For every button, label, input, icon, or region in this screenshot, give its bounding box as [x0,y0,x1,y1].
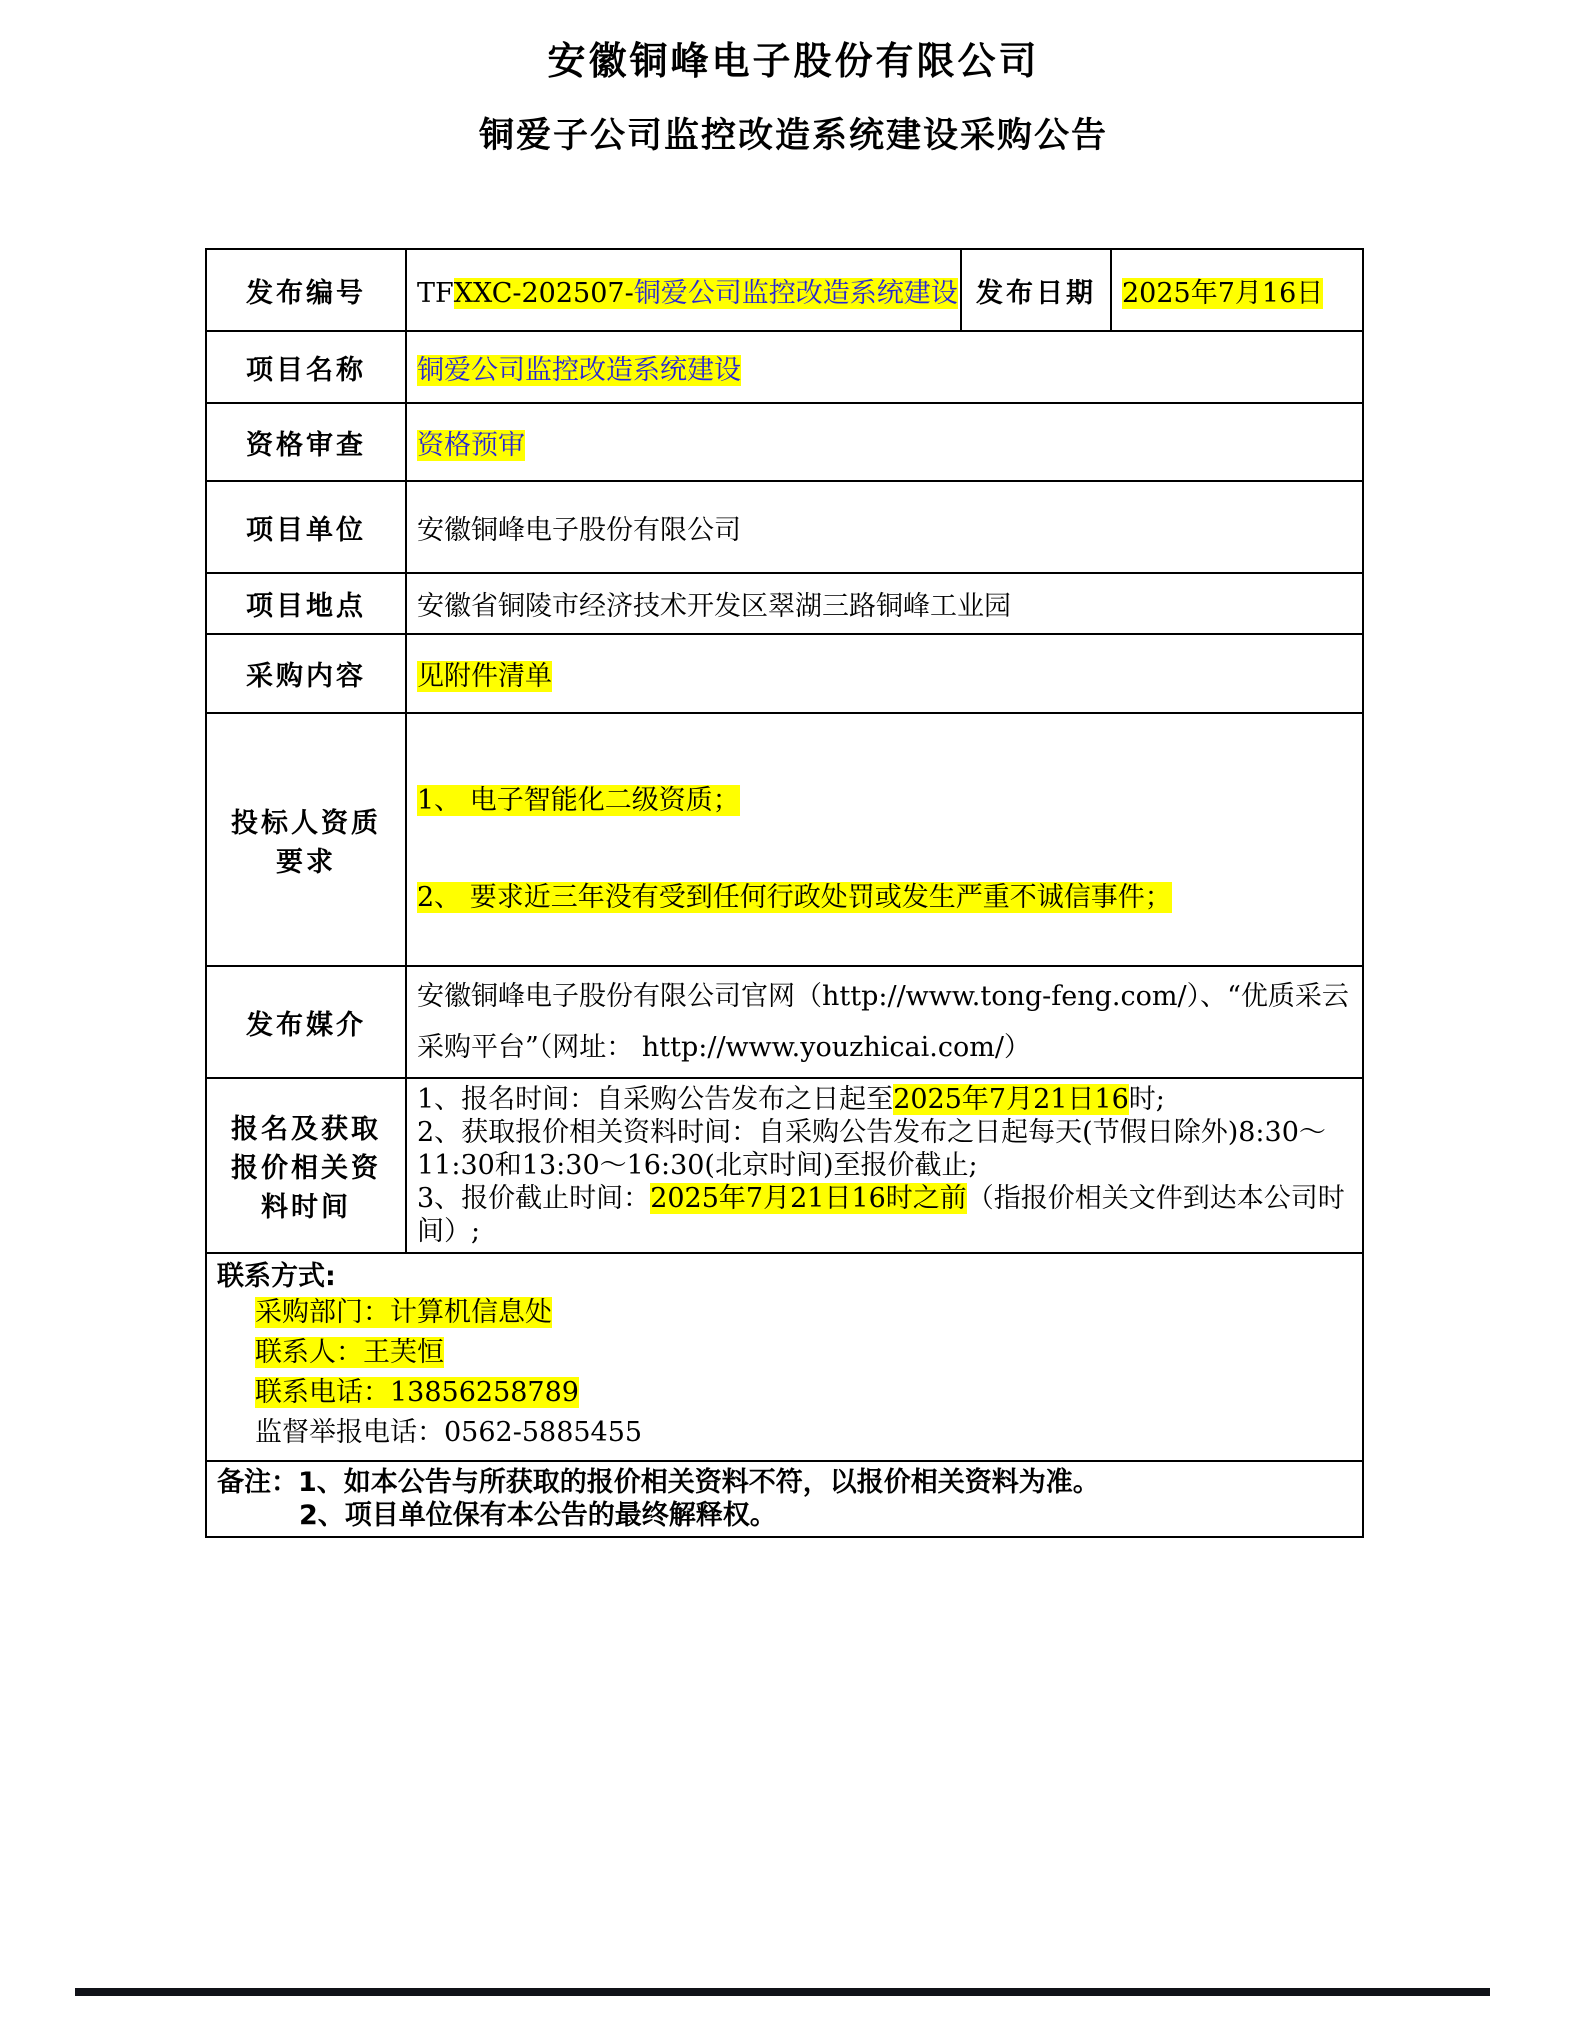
row-schedule [206,1078,1363,1253]
bidder-qualification-label-line2: 要求 [276,846,336,878]
announcement-table [205,248,1364,1538]
row-qualification [206,403,1363,481]
page-title: 安徽铜峰电子股份有限公司 [547,39,1040,83]
publish-no-name-highlight: 铜爱公司监控改造系统建设 [633,277,958,309]
publish-date-highlight: 2025年7月16日 [1122,277,1324,309]
project-location-text: 安徽省铜陵市经济技术开发区翠湖三路铜峰工业园 [417,591,1011,622]
row-project-location [206,573,1363,634]
schedule-item-2-text: 2、获取报价相关资料时间：自采购公告发布之日起每天(节假日除外)8:30～11:30和13:30～16:30(北京时间)至报价截止; [417,1117,1326,1181]
project-name-highlight: 铜爱公司监控改造系统建设 [417,354,741,386]
row-contact [206,1253,1363,1461]
publish-date-value [1111,249,1363,331]
remarks-cell [206,1461,1363,1537]
contact-header: 联系方式: [217,1261,336,1292]
contact-phone [255,1376,1352,1410]
contact-dept-highlight: 采购部门：计算机信息处 [255,1297,552,1328]
bidder-qualification-label [206,713,406,966]
schedule-value [406,1078,1363,1253]
schedule-item-3 [417,1182,1352,1248]
contact-supervision-text: 监督举报电话：0562-5885455 [255,1417,643,1448]
project-name-label: 项目名称 [206,331,406,403]
schedule-item-1-highlight: 2025年7月21日16 [893,1084,1129,1115]
project-unit-value [406,481,1363,573]
row-publish-media [206,966,1363,1078]
publish-media-value [406,966,1363,1078]
row-purchase-content [206,634,1363,713]
schedule-label-line3: 料时间 [261,1192,351,1223]
qualification-label: 资格审查 [206,403,406,481]
publish-no-label: 发布编号 [206,249,406,331]
purchase-content-value [406,634,1363,713]
contact-cell [206,1253,1363,1461]
contact-supervision [255,1416,1352,1450]
schedule-item-1 [417,1083,1352,1116]
bidder-item-2-highlight: 2、 要求近三年没有受到任何行政处罚或发生严重不诚信事件； [417,881,1172,913]
publish-no-code-highlight: XXC-202507- [453,277,634,309]
contact-phone-highlight: 联系电话：13856258789 [255,1377,579,1408]
publish-media-text: 安徽铜峰电子股份有限公司官网（http://www.tong-feng.com/）、“优质采云采购平台”（网址： http://www.youzhicai.com/） [417,981,1349,1063]
publish-date-label: 发布日期 [961,249,1111,331]
contact-person [255,1336,1352,1370]
project-location-label: 项目地点 [206,573,406,634]
schedule-item-1-post: 时; [1128,1084,1165,1115]
contact-person-highlight: 联系人：王芙恒 [255,1337,444,1368]
publish-no-code-plain: TF [417,277,454,309]
schedule-item-1-pre: 1、报名时间：自采购公告发布之日起至 [417,1084,894,1115]
publish-media-label: 发布媒介 [206,966,406,1078]
qualification-highlight: 资格预审 [417,429,525,461]
bidder-item-1-highlight: 1、 电子智能化二级资质； [417,784,740,816]
row-project-name [206,331,1363,403]
bidder-item-1 [417,778,1352,817]
bidder-item-2 [417,875,1352,914]
schedule-item-3-pre: 3、报价截止时间： [417,1183,651,1214]
row-publish-no [206,249,1363,331]
bidder-qualification-label-line1: 投标人资质 [231,807,381,839]
schedule-label-line2: 报价相关资 [231,1153,381,1184]
remarks-line-1: 备注：1、如本公告与所获取的报价相关资料不符，以报价相关资料为准。 [217,1467,1100,1498]
schedule-item-3-post: （指报价相关文件到达本公司时间）; [417,1183,1345,1247]
purchase-content-label: 采购内容 [206,634,406,713]
row-project-unit [206,481,1363,573]
row-bidder-qualification [206,713,1363,966]
schedule-item-3-highlight: 2025年7月21日16时之前 [650,1183,967,1214]
page-break-bar [75,1988,1490,1996]
project-unit-text: 安徽铜峰电子股份有限公司 [417,514,741,546]
row-remarks [206,1461,1363,1537]
publish-no-value [406,249,961,331]
schedule-item-2 [417,1116,1352,1182]
qualification-value [406,403,1363,481]
schedule-label [206,1078,406,1253]
remarks-line-2: 2、项目单位保有本公告的最终解释权。 [299,1500,777,1531]
bidder-qualification-value [406,713,1363,966]
purchase-content-highlight: 见附件清单 [417,661,552,692]
page-subtitle: 铜爱子公司监控改造系统建设采购公告 [478,116,1108,156]
project-unit-label: 项目单位 [206,481,406,573]
project-location-value [406,573,1363,634]
schedule-label-line1: 报名及获取 [231,1114,381,1145]
contact-dept [255,1296,1352,1330]
project-name-value [406,331,1363,403]
